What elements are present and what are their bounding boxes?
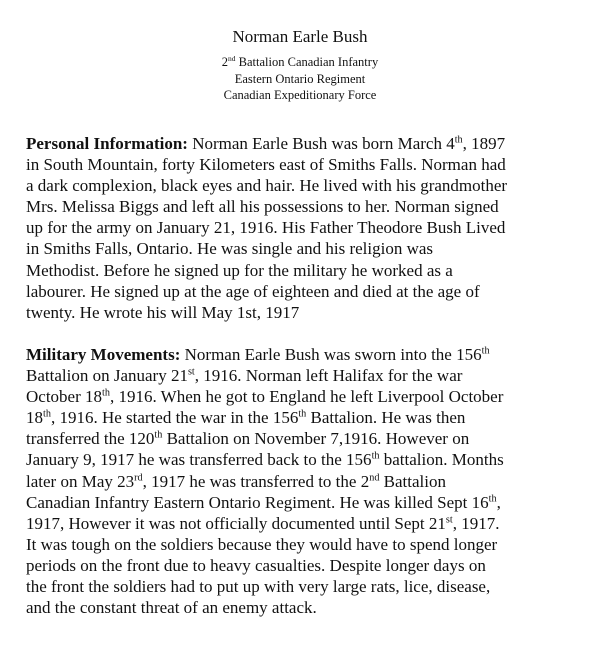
superscript: nd [369,471,380,483]
text-line [26,534,504,555]
text-line [26,471,504,492]
text-segment: 2 [221,55,229,69]
subtitle-regiment [0,72,600,87]
text-segment: in Smiths Falls, Ontario. He was single and his religion was [26,239,434,259]
superscript: th [102,387,110,399]
military-movements-section [26,344,504,618]
text-segment: , 1917 he was transferred to the 2 [142,471,370,491]
text-segment: in South Mountain, forty Kilometers east of Smiths Falls. Norman had [26,155,506,175]
text-line [26,154,507,175]
text-line [26,302,507,323]
text-segment: later on May 23 [26,471,135,491]
superscript: th [488,493,497,504]
text-segment: , [496,492,501,512]
subtitle-battalion [0,55,600,70]
superscript: nd [228,53,236,63]
text-segment: Battalion Canadian Infantry [235,55,379,69]
text-line [26,449,504,470]
text-segment: up for the army on January 21, 1916. His Father Theodore Bush Lived [26,218,506,238]
superscript: st [445,514,453,526]
text-segment: twenty. He wrote his will May 1st, 1917 [26,302,300,322]
superscript: th [298,408,307,420]
text-segment: Battalion. He was then [306,408,466,428]
text-segment: , 1897 [462,134,506,153]
text-segment: labourer. He signed up at the age of eighteen and died at the age of [26,281,480,301]
text-segment: , 1917. [452,513,500,533]
text-line [26,217,507,238]
text-segment: 18 [26,408,43,428]
text-segment: Eastern Ontario Regiment [234,72,366,86]
text-line [26,238,507,259]
text-segment: Battalion [379,471,446,491]
text-line [26,260,507,281]
personal-information-section [26,133,507,323]
text-segment: Norman Earle Bush was sworn into the 156 [180,345,482,364]
text-line [26,428,504,449]
text-segment: Methodist. Before he signed up for the military he worked as a [26,260,453,280]
text-line [26,133,507,154]
text-line [26,365,504,386]
text-line [26,597,504,618]
text-segment: It was tough on the soldiers because they would have to spend longer [26,534,498,554]
text-segment: Battalion on November 7,1916. However on [162,429,470,449]
text-segment: Canadian Expeditionary Force [223,88,377,102]
text-segment: Mrs. Melissa Biggs and left all his possessions to her. Norman signed [26,197,499,217]
text-segment: , 1916. He started the war in the 156 [50,408,299,428]
superscript: th [154,429,163,441]
text-segment: and the constant threat of an enemy attack. [26,598,317,618]
text-line [26,407,504,428]
section-heading: Personal Information: [26,134,188,153]
superscript: th [371,450,380,462]
text-segment: Battalion on January 21 [26,366,188,386]
superscript: th [454,134,463,146]
text-line [26,492,504,513]
text-segment: Norman Earle Bush was born March 4 [187,134,455,153]
text-line [26,386,504,407]
text-line [26,576,504,597]
superscript: rd [134,471,143,483]
text-line [26,344,504,365]
text-segment: transferred the 120 [26,429,155,449]
superscript: st [187,366,195,378]
superscript: th [43,408,51,420]
document-title: Norman Earle Bush [232,27,368,46]
text-segment: battalion. Months [379,450,504,470]
text-line [26,175,507,196]
subtitle-force [0,88,600,103]
section-heading: Military Movements: [26,345,181,364]
text-segment: 1917, However it was not officially documented until Sept 21 [26,513,446,533]
text-segment: Canadian Infantry Eastern Ontario Regiment. He was killed Sept 16 [26,492,489,512]
text-segment: January 9, 1917 he was transferred back to the 156 [26,450,372,470]
text-segment: the front the soldiers had to put up with very large rats, lice, disease, [26,577,491,597]
text-segment: , 1916. When he got to England he left Liverpool October [109,387,504,407]
text-segment: periods on the front due to heavy casualties. Despite longer days on [26,555,486,575]
text-line [26,196,507,217]
text-line [26,281,507,302]
text-line [26,513,504,534]
text-segment: , 1916. Norman left Halifax for the war [194,366,463,386]
text-line [26,555,504,576]
text-segment: October 18 [26,387,103,407]
superscript: th [481,345,490,357]
text-segment: a dark complexion, black eyes and hair. He lived with his grandmother [26,176,508,196]
